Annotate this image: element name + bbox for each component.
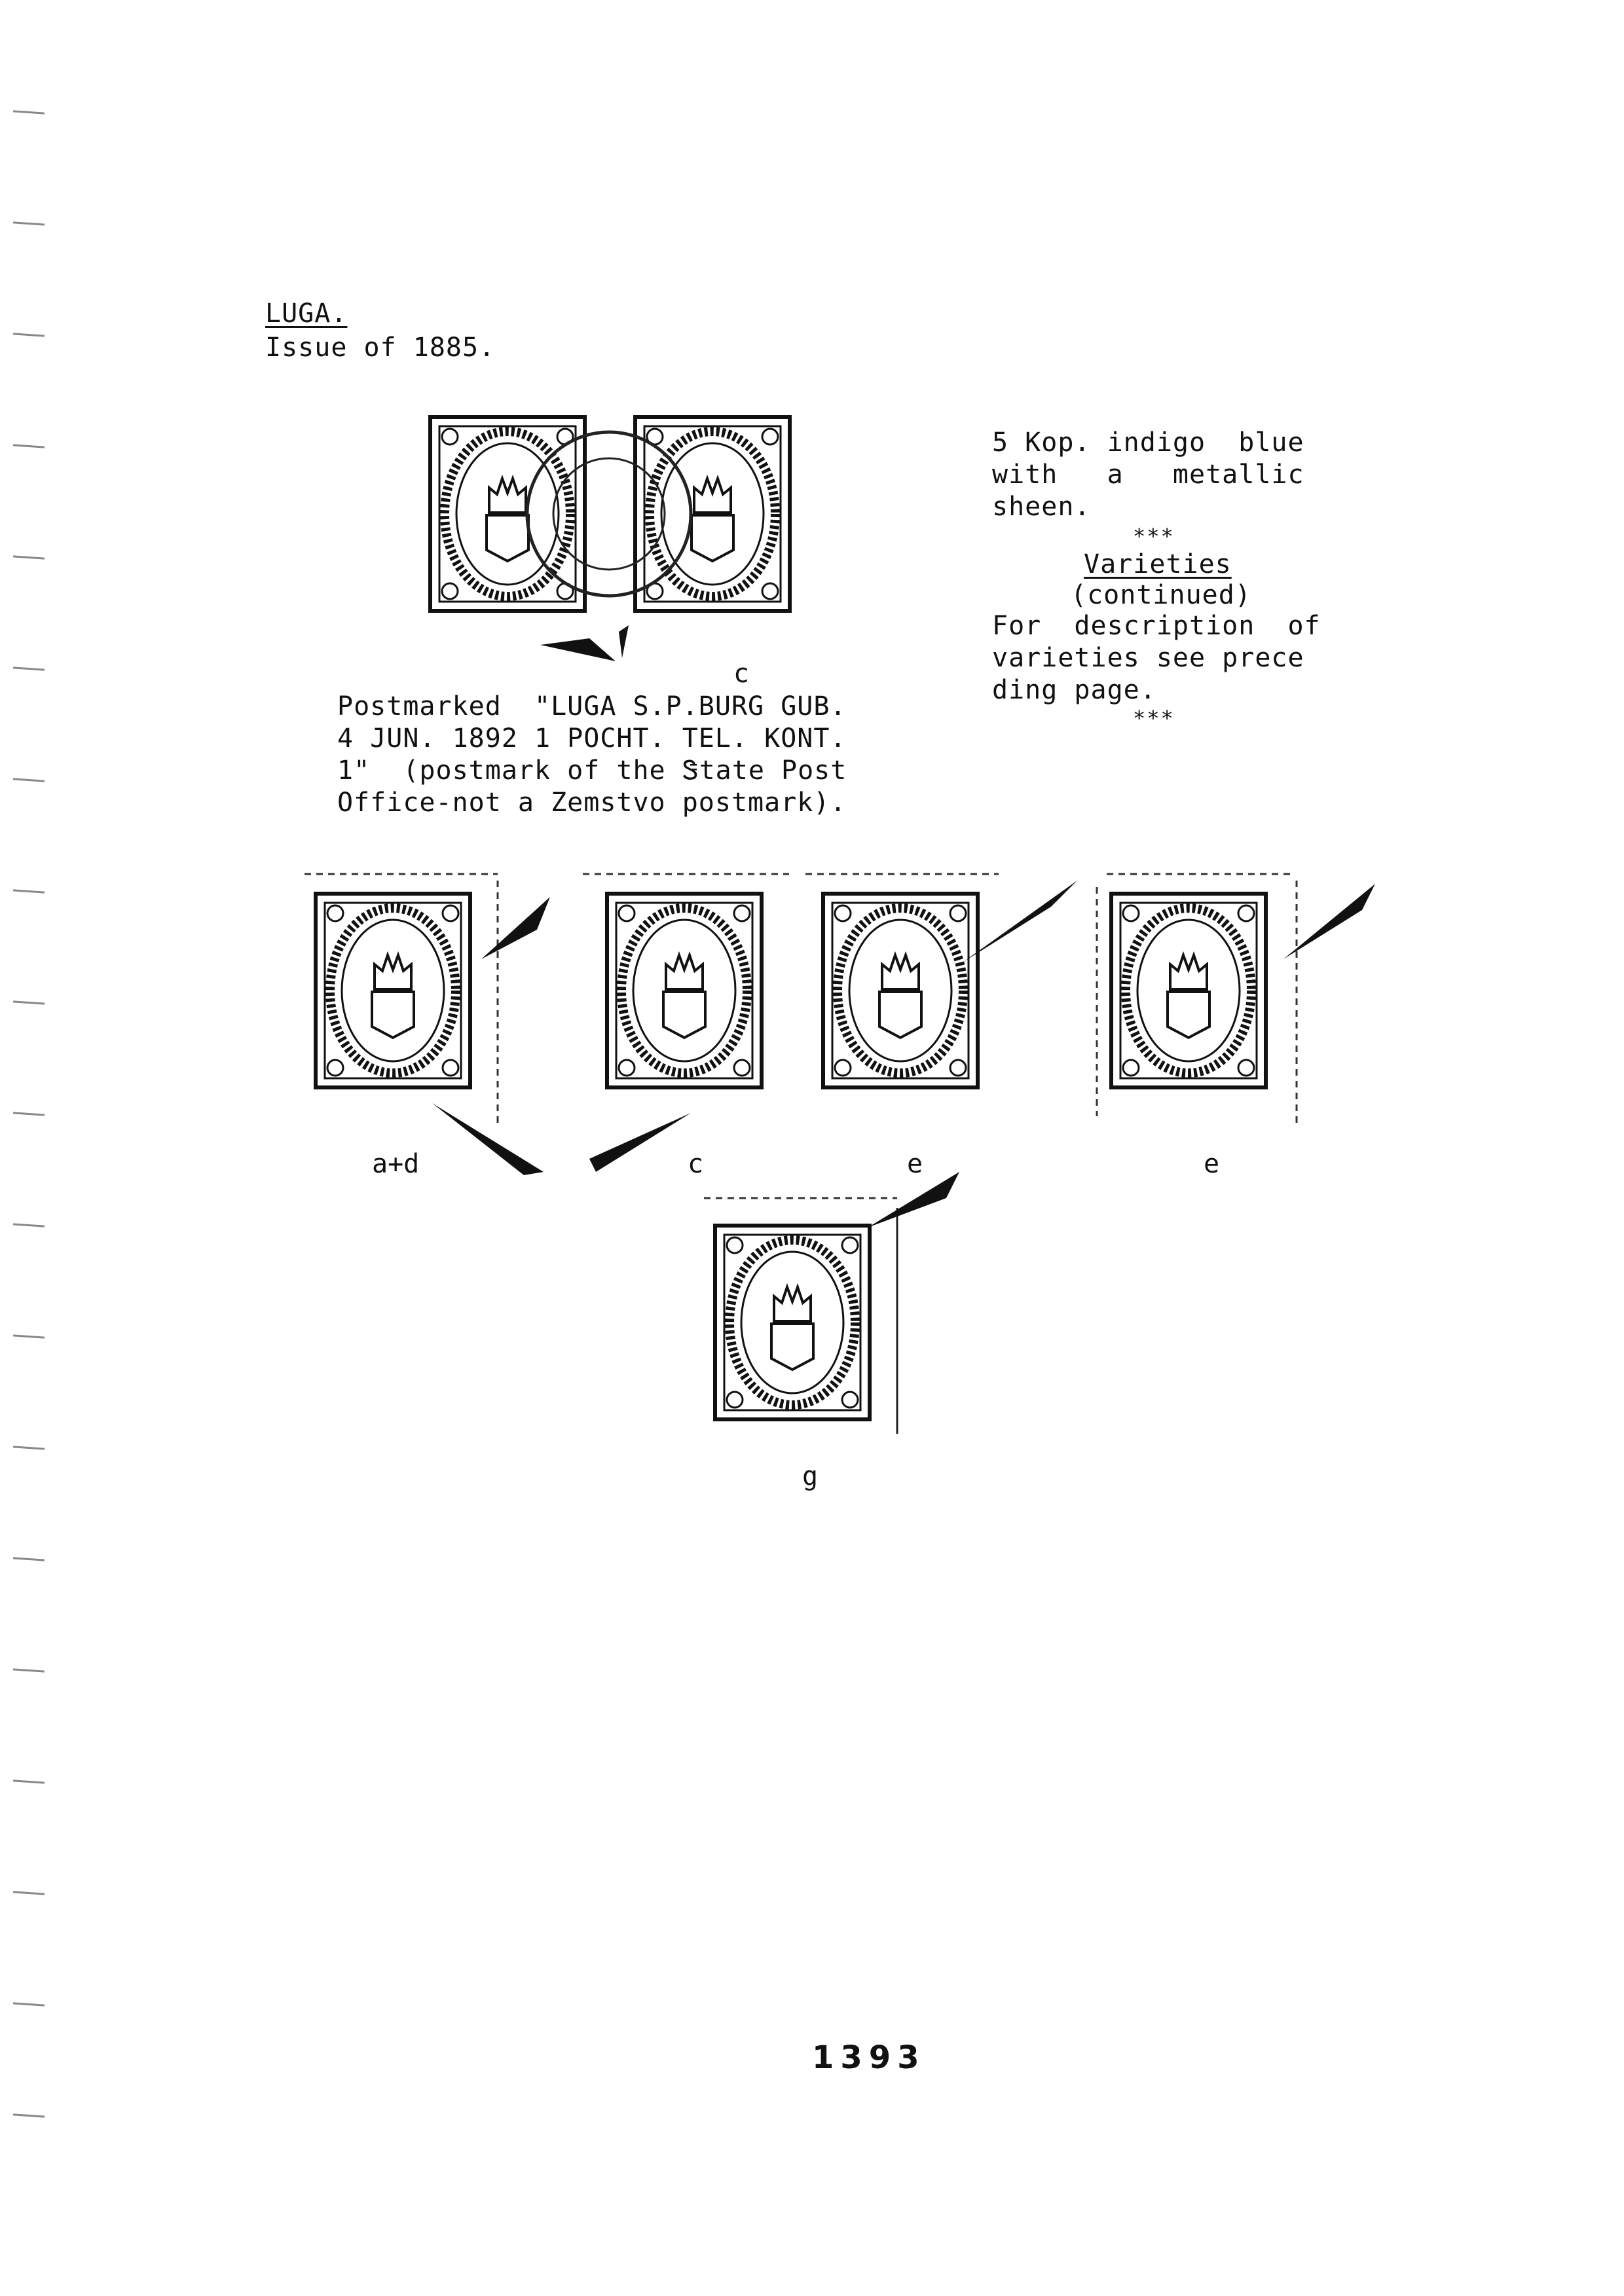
stamp-pair-postmarked [419,403,825,678]
stamp-label: a+d [372,1149,420,1179]
stamp-variety-e-second [1094,867,1375,1156]
stamp-label: c [688,1149,704,1179]
stamp-variety-g [701,1172,963,1447]
varieties-note: For description of varieties see prece ding page. [992,611,1321,705]
separator-stars: *** [1133,706,1175,731]
stamp-label: g [802,1461,819,1491]
stamp-variety-e [802,867,1077,1142]
issue-year: Issue of 1885. [265,333,496,363]
varieties-heading: Varieties [1084,549,1232,579]
varieties-subheading: (continued) [1071,580,1251,610]
stamp-label: e [907,1149,923,1179]
page-title: LUGA. [265,299,348,329]
stamp-variety-c [580,867,802,1175]
separator-stars: *** [1133,524,1175,549]
postmark-variety-label: c [733,659,750,689]
binder-margin-marks [13,98,46,2128]
postmark-description: Postmarked "LUGA S.P.BURG GUB. 4 JUN. 1892 1 POCHT. TEL. KONT. 1" (postmark of the Ꮥtate Post Office-not a Zemstvo postmark). [337,691,847,818]
stamp-description: 5 Kop. indigo blue with a metallic sheen. [992,428,1304,522]
stamp-label: e [1204,1149,1220,1179]
page-number: 1393 [812,2039,926,2076]
stamp-variety-a-d [301,867,550,1175]
